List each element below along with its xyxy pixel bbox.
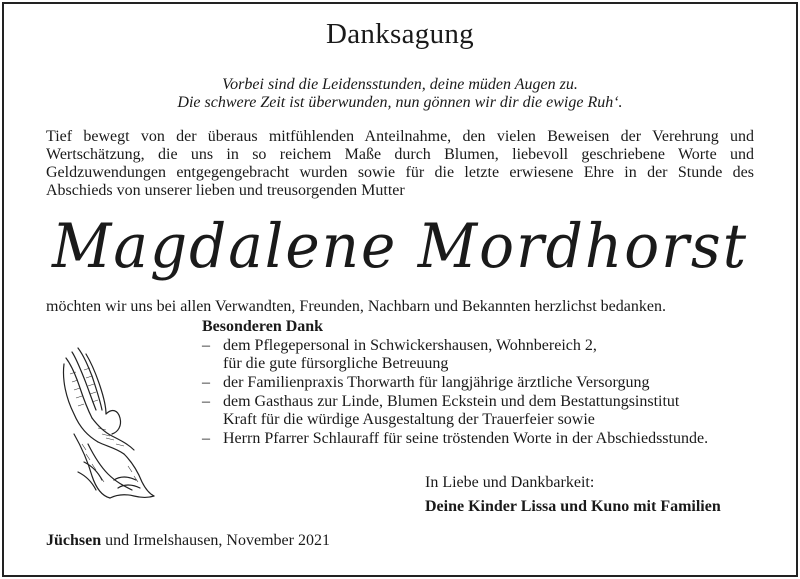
poem <box>0 76 800 112</box>
list-item-line: Herrn Pfarrer Schlauraff für seine tröstenden Worte in der Abschiedsstunde. <box>223 430 709 447</box>
special-thanks-title: Besonderen Dank <box>202 318 324 335</box>
intro-line: Tief bewegt von der überaus mitfühlenden Anteilnahme, den vielen Beweisen der Verehrung und <box>46 128 754 145</box>
place-bold: Jüchsen <box>46 532 102 549</box>
dash-marker: – <box>202 337 210 354</box>
intro-paragraph <box>46 128 754 200</box>
intro-line: Abschieds von unserer lieben und treusorgenden Mutter <box>46 182 405 199</box>
list-item-line: dem Gasthaus zur Linde, Blumen Eckstein und dem Bestattungsinstitut <box>223 393 680 410</box>
place-rest: und Irmelshausen, November 2021 <box>101 532 330 549</box>
poem-line: Die schwere Zeit ist überwunden, nun gönnen wir dir die ewige Ruh‘. <box>177 94 623 111</box>
praying-hands-icon <box>58 344 158 502</box>
notice-title: Danksagung <box>326 18 474 50</box>
list-item <box>202 430 762 448</box>
list-item-line: dem Pflegepersonal in Schwickershausen, Wohnbereich 2, <box>223 337 597 354</box>
place-date <box>46 532 330 550</box>
list-item-line: der Familienpraxis Thorwarth für langjährige ärztliche Versorgung <box>223 374 650 391</box>
deceased-name: Magdalene Mordhorst <box>51 210 749 282</box>
list-item <box>202 393 762 429</box>
dash-marker: – <box>202 374 210 391</box>
list-item-line: Kraft für die würdige Ausgestaltung der Trauerfeier sowie <box>223 411 595 428</box>
list-item <box>202 374 762 392</box>
signoff: In Liebe und Dankbarkeit: <box>425 474 595 491</box>
intro-line: Wertschätzung, die uns in so reichem Maße durch Blumen, liebevoll geschriebene Worte und <box>46 146 754 163</box>
dash-marker: – <box>202 393 210 410</box>
dash-marker: – <box>202 430 210 447</box>
thanks-line: möchten wir uns bei allen Verwandten, Freunden, Nachbarn und Bekannten herzlichst bedanken. <box>46 298 666 315</box>
family-signature: Deine Kinder Lissa und Kuno mit Familien <box>425 498 721 515</box>
intro-line: Geldzuwendungen entgegengebracht wurden sowie für die letzte erwiesene Ehre in der Stunde des <box>46 164 754 181</box>
list-item <box>202 337 762 373</box>
list-item-line: für die gute fürsorgliche Betreuung <box>223 355 449 372</box>
special-thanks <box>202 318 762 449</box>
poem-line: Vorbei sind die Leidensstunden, deine müden Augen zu. <box>222 76 578 93</box>
